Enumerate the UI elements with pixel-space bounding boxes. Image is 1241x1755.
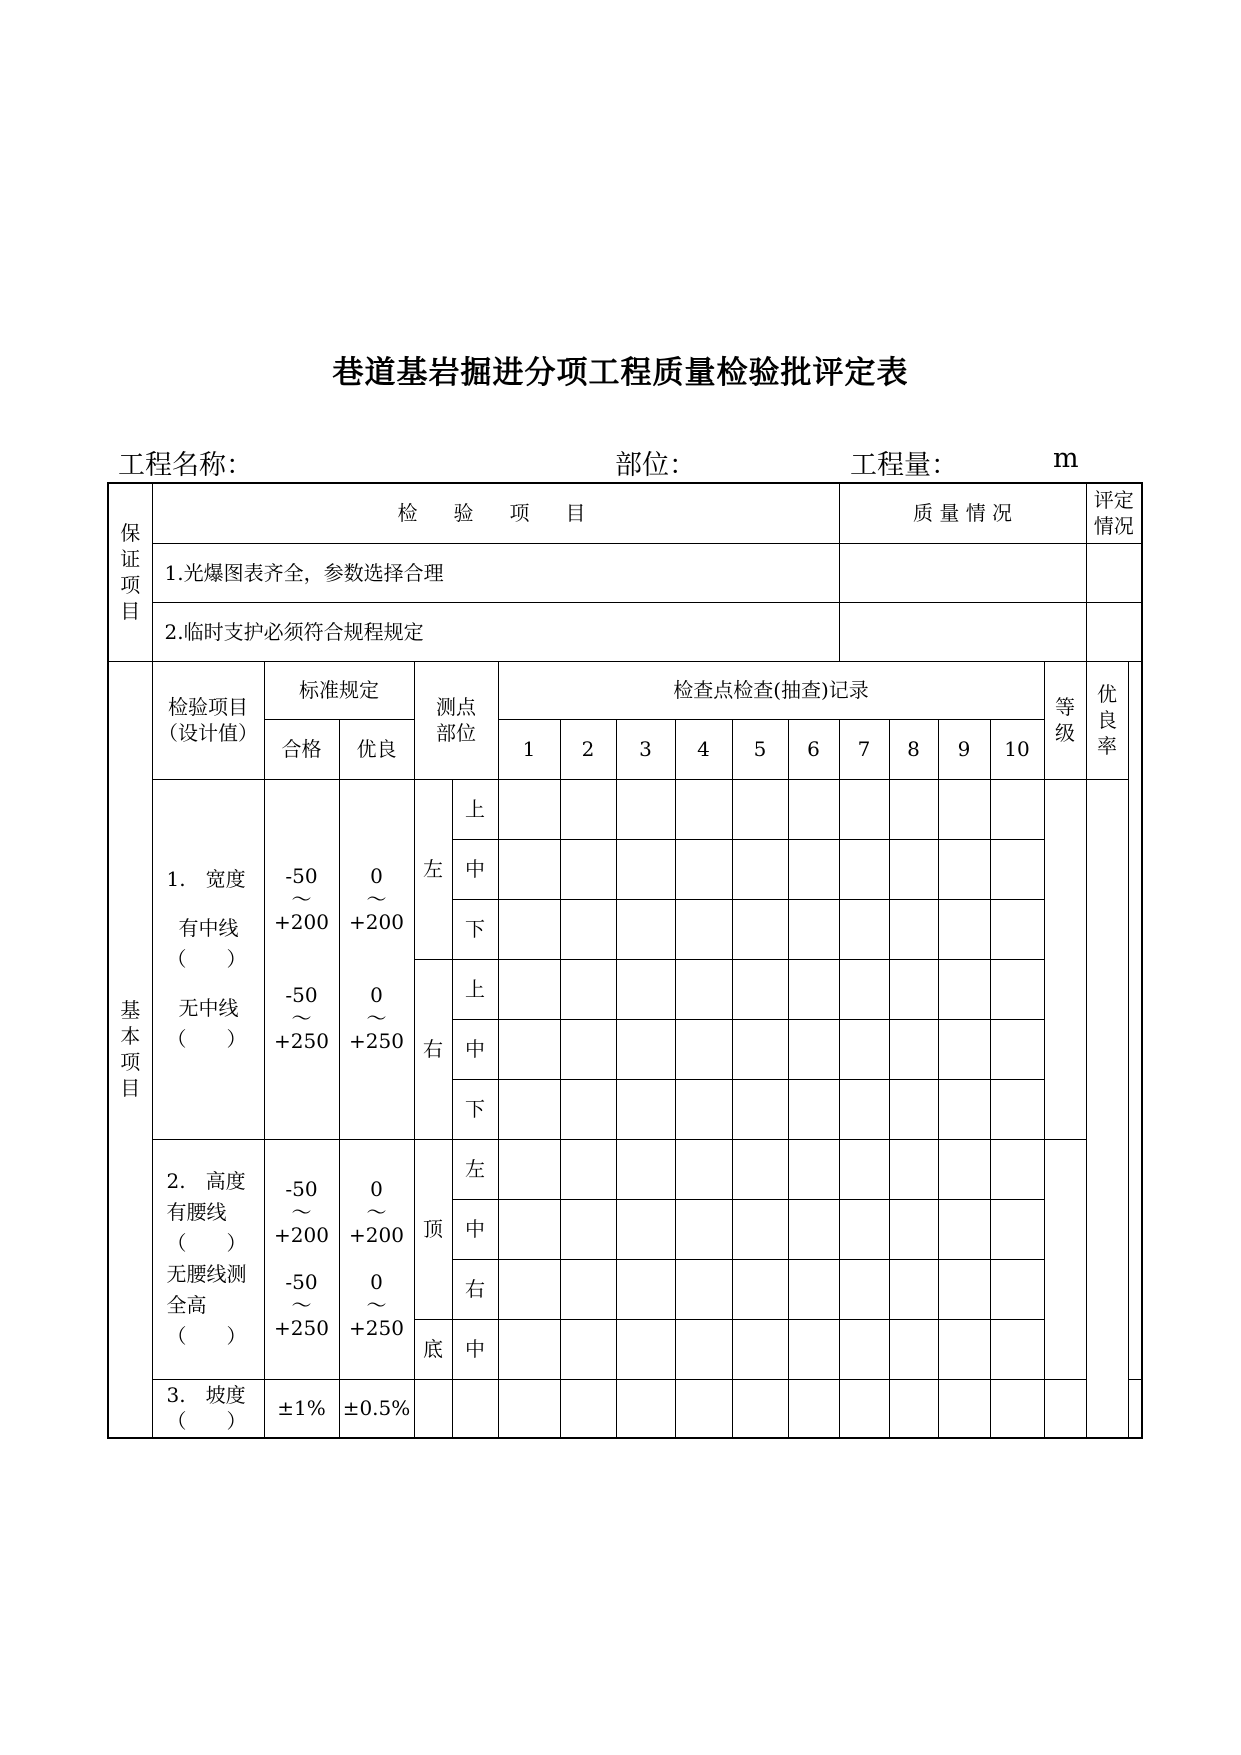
record-cell[interactable] [560, 779, 616, 839]
record-cell[interactable] [788, 1079, 839, 1139]
standard-header: 标准规定 [264, 661, 414, 719]
record-cell[interactable] [788, 1139, 839, 1199]
col-header-8: 8 [889, 719, 938, 779]
record-cell[interactable] [498, 1019, 560, 1079]
record-cell[interactable] [616, 1079, 675, 1139]
record-cell[interactable] [498, 1319, 560, 1379]
record-cell[interactable] [788, 779, 839, 839]
record-cell[interactable] [616, 839, 675, 899]
width-side-left: 左 [414, 779, 452, 959]
height-top-label: 顶 [414, 1139, 452, 1319]
basic-subheader-row [108, 719, 1142, 779]
record-cell[interactable] [732, 839, 788, 899]
guarantee-header-row [108, 483, 1142, 543]
record-cell[interactable] [889, 1259, 938, 1319]
location-label: 部位： [615, 450, 696, 481]
record-cell[interactable] [560, 959, 616, 1019]
document-title: 巷道基岩掘进分项工程质量检验批评定表 [332, 355, 909, 391]
record-cell[interactable] [938, 1319, 990, 1379]
record-cell[interactable] [675, 1199, 732, 1259]
record-cell[interactable] [560, 839, 616, 899]
record-cell[interactable] [616, 1259, 675, 1319]
height-item: 2. 高度 有腰线 （ ） 无腰线测 全高 （ ） [152, 1139, 264, 1379]
record-header: 检查点检查(抽查)记录 [498, 661, 1044, 719]
table-row [108, 543, 1142, 602]
guarantee-item-2: 2.临时支护必须符合规程规定 [152, 602, 839, 661]
record-cell[interactable] [788, 1199, 839, 1259]
col-header-5: 5 [732, 719, 788, 779]
record-cell[interactable] [839, 1259, 889, 1319]
record-cell[interactable] [889, 839, 938, 899]
slope-row [108, 1379, 1142, 1438]
record-cell[interactable] [788, 1259, 839, 1319]
slope-pass-standard: ±1% [264, 1379, 339, 1438]
width-grade-cell[interactable] [1044, 779, 1086, 1139]
quantity-label: 工程量： [850, 450, 958, 481]
position-label: 中 [452, 839, 498, 899]
good-header: 优良 [339, 719, 414, 779]
record-cell[interactable] [732, 1079, 788, 1139]
position-label: 中 [452, 1019, 498, 1079]
record-cell[interactable] [788, 899, 839, 959]
record-cell[interactable] [788, 959, 839, 1019]
col-header-9: 9 [938, 719, 990, 779]
col-header-4: 4 [675, 719, 732, 779]
col-header-6: 6 [788, 719, 839, 779]
record-cell[interactable] [839, 1199, 889, 1259]
record-cell[interactable] [732, 1139, 788, 1199]
record-cell[interactable] [675, 899, 732, 959]
record-cell[interactable] [675, 779, 732, 839]
record-cell[interactable] [788, 1379, 839, 1438]
record-cell[interactable] [675, 839, 732, 899]
record-cell[interactable] [560, 1139, 616, 1199]
grade-header: 等 级 [1044, 661, 1086, 779]
record-cell[interactable] [675, 1079, 732, 1139]
record-cell[interactable] [498, 1199, 560, 1259]
record-cell[interactable] [732, 1319, 788, 1379]
record-cell[interactable] [560, 1079, 616, 1139]
basic-section-label: 基 本 项 目 [108, 661, 152, 1438]
width-good-standard: 0 ～ +200 0 ～ +250 [339, 779, 414, 1139]
height-good-standard: 0 ～ +200 0 ～ +250 [339, 1139, 414, 1379]
record-cell[interactable] [990, 1139, 1044, 1199]
record-cell[interactable] [498, 779, 560, 839]
record-cell[interactable] [839, 839, 889, 899]
record-cell[interactable] [990, 779, 1044, 839]
record-cell[interactable] [560, 1379, 616, 1438]
record-cell[interactable] [990, 1019, 1044, 1079]
record-cell[interactable] [889, 1379, 938, 1438]
record-cell[interactable] [889, 1019, 938, 1079]
record-cell[interactable] [498, 899, 560, 959]
height-pass-standard: -50 ～ +200 -50 ～ +250 [264, 1139, 339, 1379]
record-cell[interactable] [498, 1139, 560, 1199]
record-cell[interactable] [990, 899, 1044, 959]
record-cell[interactable] [990, 959, 1044, 1019]
width-side-right: 右 [414, 959, 452, 1139]
record-cell[interactable] [889, 959, 938, 1019]
record-cell[interactable] [938, 959, 990, 1019]
record-cell[interactable] [616, 1019, 675, 1079]
eval-cell-2[interactable] [1086, 602, 1142, 661]
position-label: 上 [452, 959, 498, 1019]
rate-cell[interactable] [1086, 779, 1128, 1438]
record-cell[interactable] [889, 899, 938, 959]
record-cell[interactable] [889, 1319, 938, 1379]
record-cell[interactable] [839, 1379, 889, 1438]
table-row [108, 602, 1142, 661]
rate-header: 优 良 率 [1086, 661, 1128, 779]
record-cell[interactable] [938, 839, 990, 899]
quality-cell-1[interactable] [839, 543, 1086, 602]
record-cell[interactable] [889, 779, 938, 839]
slope-good-standard: ±0.5% [339, 1379, 414, 1438]
record-cell[interactable] [938, 1079, 990, 1139]
height-grade-cell[interactable] [1044, 1139, 1086, 1379]
record-cell[interactable] [616, 1379, 675, 1438]
guarantee-section-label: 保 证 项 目 [108, 483, 152, 661]
evaluation-table [107, 482, 1143, 1439]
col-header-10: 10 [990, 719, 1044, 779]
quantity-unit: m [1053, 443, 1079, 474]
width-item: 1. 宽度 有中线 （ ） 无中线 （ ） [152, 779, 264, 1139]
record-cell[interactable] [675, 959, 732, 1019]
record-cell[interactable] [616, 899, 675, 959]
quality-header: 质 量 情 况 [839, 483, 1086, 543]
slope-rate-cell[interactable] [1128, 1379, 1142, 1438]
record-cell[interactable] [560, 1019, 616, 1079]
slope-grade-cell[interactable] [1044, 1379, 1086, 1438]
record-cell[interactable] [498, 959, 560, 1019]
record-cell[interactable] [839, 1139, 889, 1199]
record-cell[interactable] [732, 1259, 788, 1319]
width-row-left-top [108, 779, 1142, 839]
record-cell[interactable] [889, 1079, 938, 1139]
record-cell[interactable] [839, 1019, 889, 1079]
height-bottom-label: 底 [414, 1319, 452, 1379]
record-cell[interactable] [938, 1199, 990, 1259]
col-header-7: 7 [839, 719, 889, 779]
record-cell[interactable] [938, 779, 990, 839]
record-cell[interactable] [675, 1139, 732, 1199]
record-cell[interactable] [732, 899, 788, 959]
guarantee-item-header: 检 验 项 目 [152, 483, 839, 543]
record-cell[interactable] [675, 1379, 732, 1438]
position-label: 下 [452, 1079, 498, 1139]
position-label: 右 [452, 1259, 498, 1319]
record-cell[interactable] [616, 779, 675, 839]
record-cell[interactable] [560, 1199, 616, 1259]
basic-item-header: 检验项目 （设计值） [152, 661, 264, 779]
record-cell[interactable] [990, 1379, 1044, 1438]
record-cell[interactable] [675, 1259, 732, 1319]
project-name-label: 工程名称： [118, 450, 253, 481]
record-cell[interactable] [616, 1139, 675, 1199]
record-cell[interactable] [732, 779, 788, 839]
quality-cell-2[interactable] [839, 602, 1086, 661]
record-cell[interactable] [788, 1019, 839, 1079]
record-cell[interactable] [938, 1139, 990, 1199]
record-cell[interactable] [616, 1319, 675, 1379]
record-cell[interactable] [990, 839, 1044, 899]
record-cell[interactable] [616, 1199, 675, 1259]
col-header-2: 2 [560, 719, 616, 779]
record-cell[interactable] [560, 899, 616, 959]
record-cell[interactable] [732, 1379, 788, 1438]
record-cell[interactable] [788, 1319, 839, 1379]
position-label: 中 [452, 1319, 498, 1379]
record-cell[interactable] [839, 899, 889, 959]
position-label: 左 [452, 1139, 498, 1199]
record-cell[interactable] [938, 1379, 990, 1438]
record-cell[interactable] [675, 1019, 732, 1079]
record-cell[interactable] [732, 959, 788, 1019]
record-cell[interactable] [498, 839, 560, 899]
record-cell[interactable] [788, 839, 839, 899]
record-cell[interactable] [889, 1199, 938, 1259]
record-cell[interactable] [889, 1139, 938, 1199]
record-cell[interactable] [990, 1079, 1044, 1139]
guarantee-item-1: 1.光爆图表齐全，参数选择合理 [152, 543, 839, 602]
pass-header: 合格 [264, 719, 339, 779]
point-header: 测点 部位 [414, 661, 498, 779]
position-label: 上 [452, 779, 498, 839]
basic-header-row [108, 661, 1142, 719]
record-cell[interactable] [839, 959, 889, 1019]
record-cell[interactable] [938, 1019, 990, 1079]
record-cell[interactable] [732, 1199, 788, 1259]
height-row-top-left [108, 1139, 1142, 1199]
record-cell[interactable] [732, 1019, 788, 1079]
record-cell[interactable] [498, 1379, 560, 1438]
record-cell[interactable] [414, 1379, 452, 1438]
record-cell[interactable] [498, 1259, 560, 1319]
record-cell[interactable] [938, 1259, 990, 1319]
record-cell[interactable] [990, 1199, 1044, 1259]
record-cell[interactable] [452, 1379, 498, 1438]
record-cell[interactable] [839, 1319, 889, 1379]
slope-item: 3. 坡度 （ ） [152, 1379, 264, 1438]
eval-header: 评定 情况 [1086, 483, 1142, 543]
record-cell[interactable] [990, 1319, 1044, 1379]
record-cell[interactable] [990, 1259, 1044, 1319]
position-label: 下 [452, 899, 498, 959]
eval-cell-1[interactable] [1086, 543, 1142, 602]
record-cell[interactable] [839, 779, 889, 839]
width-pass-standard: -50 ～ +200 -50 ～ +250 [264, 779, 339, 1139]
record-cell[interactable] [498, 1079, 560, 1139]
record-cell[interactable] [560, 1319, 616, 1379]
col-header-1: 1 [498, 719, 560, 779]
record-cell[interactable] [938, 899, 990, 959]
col-header-3: 3 [616, 719, 675, 779]
record-cell[interactable] [616, 959, 675, 1019]
record-cell[interactable] [560, 1259, 616, 1319]
record-cell[interactable] [675, 1319, 732, 1379]
position-label: 中 [452, 1199, 498, 1259]
record-cell[interactable] [839, 1079, 889, 1139]
